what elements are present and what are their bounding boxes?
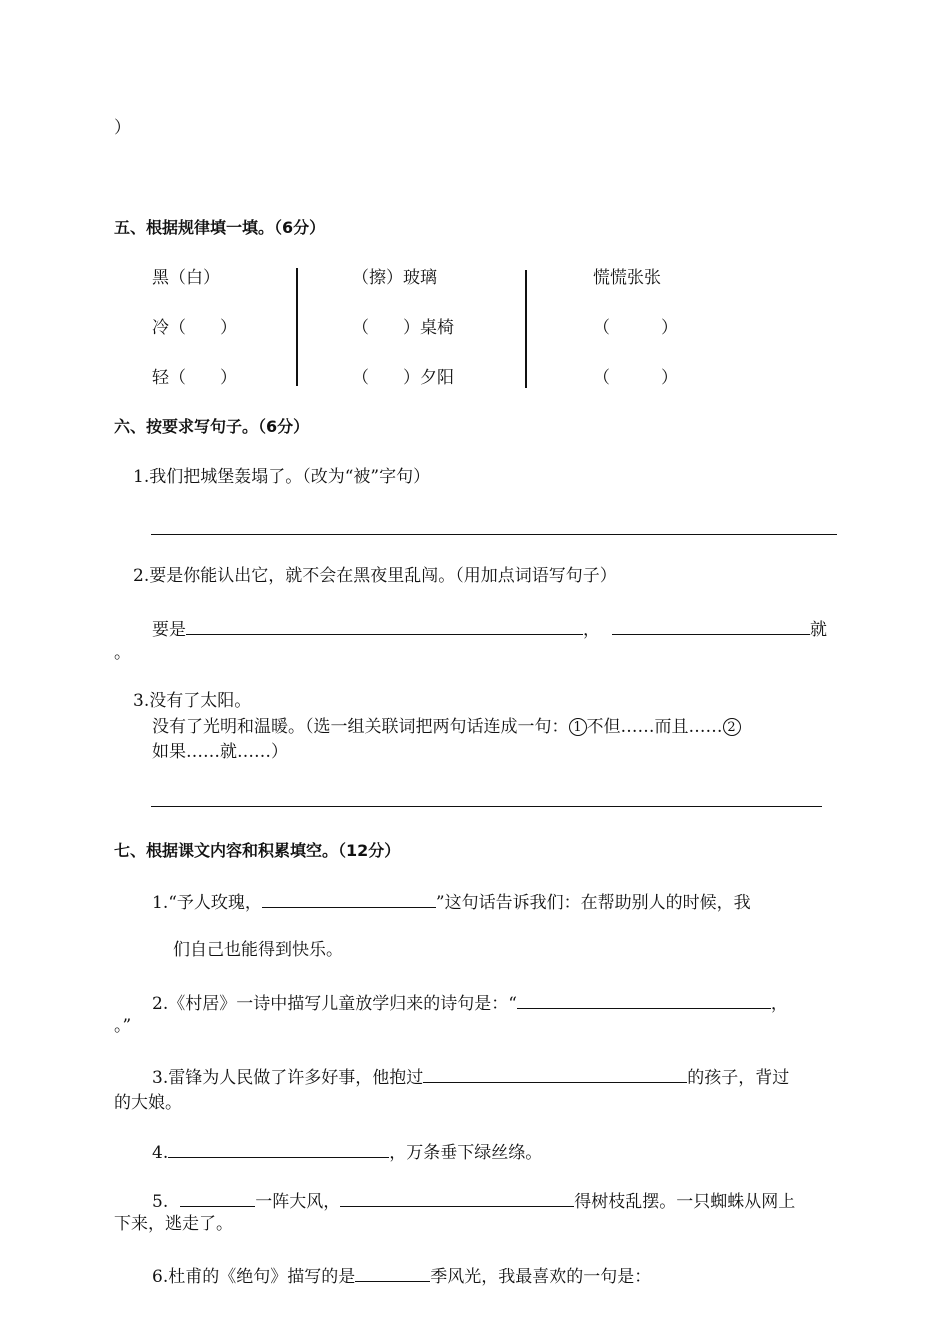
s7-q5-blank-2[interactable]	[340, 1189, 574, 1207]
circled-number-1: 1	[569, 718, 587, 736]
s7-q6-b: 季风光，我最喜欢的一句是：	[430, 1267, 652, 1287]
s6-q3-line2-text: 没有了光明和温暖。（选一组关联词把两句话连成一句：	[152, 717, 569, 737]
s7-q6-blank[interactable]	[355, 1264, 430, 1282]
s6-q3-line1: 3.没有了太阳。	[133, 691, 252, 711]
s7-q4-b: ，万条垂下绿丝绦。	[389, 1143, 543, 1163]
pattern-c1-r2[interactable]: 冷（ ）	[152, 318, 237, 338]
s6-q2-blank-2[interactable]	[612, 617, 810, 635]
s7-q3-blank-1[interactable]	[423, 1065, 687, 1083]
s7-q2-row	[152, 991, 788, 1014]
s7-q1-b: ”这句话告诉我们：在帮助别人的时候，我	[435, 893, 751, 913]
s6-q2-comma: ，	[583, 620, 600, 640]
s7-q4-a: 4.	[152, 1143, 169, 1163]
s7-q2-a: 2.《村居》一诗中描写儿童放学归来的诗句是：“	[152, 994, 517, 1014]
pattern-c2-r1: （擦）玻璃	[352, 268, 437, 288]
s7-q1-a: 1.“予人玫瑰，	[152, 893, 262, 913]
pattern-c2-r2[interactable]: （ ）桌椅	[352, 318, 454, 338]
s7-q6-row	[152, 1264, 651, 1287]
s6-q2-end: 。	[114, 643, 131, 663]
column-divider-2	[525, 270, 527, 388]
s7-q1-row	[152, 890, 751, 913]
column-divider-1	[296, 268, 298, 386]
s7-q1-c: 们自己也能得到快乐。	[173, 940, 343, 960]
s6-q2-answer-row	[152, 617, 827, 640]
s6-q3-answer-line[interactable]	[151, 806, 822, 807]
circled-number-2: 2	[723, 718, 741, 736]
s7-q5-b: 一阵大风，	[255, 1192, 341, 1212]
pattern-c1-r1: 黑（白）	[152, 268, 220, 288]
s7-q6-a: 6.杜甫的《绝句》描写的是	[152, 1267, 356, 1287]
s6-q2-jiu: 就	[810, 620, 827, 640]
s7-q3-c-row	[114, 1090, 182, 1113]
s6-q2-start: 要是	[152, 620, 186, 640]
pattern-c1-r3[interactable]: 轻（ ）	[152, 368, 237, 388]
s7-q1-blank[interactable]	[262, 890, 436, 908]
pattern-c3-r1: 慌慌张张	[593, 268, 661, 288]
s7-q3-row	[152, 1065, 789, 1088]
s7-q3-c: 的大娘。	[114, 1093, 182, 1113]
s6-q3-line3: 如果……就……）	[152, 742, 288, 762]
continuation-paren: ）	[114, 118, 131, 138]
s7-q5-c: 得树枝乱摆。一只蜘蛛从网上	[574, 1192, 796, 1212]
section-5-title: 五、根据规律填一填。（6分）	[114, 218, 326, 237]
s7-q2-c: 。”	[114, 1016, 132, 1036]
pattern-c3-r3[interactable]: （ ）	[593, 368, 678, 388]
s7-q5-a: 5.	[152, 1192, 169, 1212]
section-7-title: 七、根据课文内容和积累填空。（12分）	[114, 841, 401, 860]
s7-q5-blank-1[interactable]	[180, 1189, 255, 1207]
pattern-c2-r3[interactable]: （ ）夕阳	[352, 368, 454, 388]
pattern-c3-r2[interactable]: （ ）	[593, 318, 678, 338]
s6-q3-option-1: 不但……而且……	[586, 717, 723, 737]
s6-q2-text: 2.要是你能认出它，就不会在黑夜里乱闯。（用加点词语写句子）	[133, 566, 617, 586]
s7-q5-row	[152, 1189, 795, 1212]
section-6-title: 六、按要求写句子。（6分）	[114, 417, 310, 436]
s7-q2-b: ，	[770, 994, 788, 1014]
s7-q3-b: 的孩子，背过	[687, 1068, 790, 1088]
s7-q3-a: 3.雷锋为人民做了许多好事，他抱过	[152, 1068, 424, 1088]
s7-q4-row	[152, 1140, 542, 1163]
s7-q2-blank[interactable]	[517, 991, 771, 1009]
s6-q1-answer-line[interactable]	[151, 534, 837, 535]
s6-q3-line2	[152, 717, 741, 737]
s7-q4-blank[interactable]	[168, 1140, 389, 1158]
s7-q5-d: 下来，逃走了。	[114, 1214, 233, 1234]
s6-q1-text: 1.我们把城堡轰塌了。（改为“被”字句）	[133, 467, 431, 487]
s6-q2-blank-1[interactable]	[186, 617, 583, 635]
